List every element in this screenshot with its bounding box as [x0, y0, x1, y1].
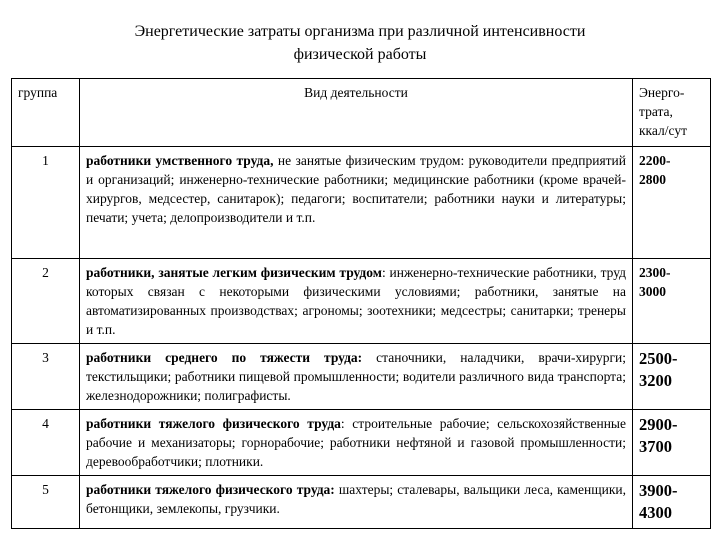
row-energy-max: 2800 — [639, 172, 666, 187]
title-line-2: физической работы — [293, 46, 427, 63]
header-energy-line-1: Энерго- — [639, 85, 685, 100]
page-title — [0, 20, 720, 66]
header-energy-line-2: трата, — [639, 104, 673, 119]
energy-table — [11, 78, 711, 529]
row-energy-max: 3700 — [639, 437, 672, 456]
table-header-row — [12, 79, 711, 147]
row-description — [80, 476, 633, 529]
row-energy-min: 2500- — [639, 349, 678, 368]
row-energy — [633, 410, 711, 476]
table-row — [12, 147, 711, 259]
row-details: шахтеры; сталевары, вальщики леса, каменщики, бетонщики, землекопы, грузчики. — [86, 482, 626, 516]
table-row — [12, 344, 711, 410]
row-details: : инженерно-технические работники, труд которых связан с некоторыми физическими условиями; работники, занятые на автоматизированных производствах; агрономы; зоотехники; медсестры; санитарки; тренеры и т.п. — [86, 265, 627, 337]
header-group: группа — [12, 79, 80, 147]
header-activity: Вид деятельности — [80, 79, 633, 147]
row-energy-min: 2900- — [639, 415, 678, 434]
row-group-number: 1 — [12, 147, 80, 259]
row-details: станочники, наладчики, врачи-хирурги; текстильщики; работники пищевой промышленности; водители различного вида транспорта; железнодорожники; полиграфисты. — [86, 350, 626, 403]
row-description — [80, 410, 633, 476]
row-energy-max: 3200 — [639, 371, 672, 390]
row-category: работники тяжелого физического труда: — [86, 482, 335, 497]
row-category: работники среднего по тяжести труда: — [86, 350, 363, 365]
row-description — [80, 147, 633, 259]
row-energy-min: 2200- — [639, 153, 671, 168]
table-row — [12, 476, 711, 529]
row-description — [80, 344, 633, 410]
row-details: : строительные рабочие; сельскохозяйственные рабочие и механизаторы; горнорабочие; работники нефтяной и газовой промышленности; деревообработчики; плотники. — [86, 416, 626, 469]
row-group-number: 3 — [12, 344, 80, 410]
row-description — [80, 259, 633, 344]
row-category: работники умственного труда, — [86, 153, 274, 168]
row-energy — [633, 344, 711, 410]
title-line-1: Энергетические затраты организма при различной интенсивности — [134, 23, 586, 40]
row-energy-max: 3000 — [639, 284, 666, 299]
table-row — [12, 259, 711, 344]
row-category: работники тяжелого физического труда — [86, 416, 341, 431]
row-group-number: 2 — [12, 259, 80, 344]
row-group-number: 5 — [12, 476, 80, 529]
header-energy-line-3: ккал/сут — [639, 123, 687, 138]
row-energy — [633, 476, 711, 529]
row-energy — [633, 147, 711, 259]
row-group-number: 4 — [12, 410, 80, 476]
row-energy-min: 2300- — [639, 265, 671, 280]
header-energy — [633, 79, 711, 147]
table-row — [12, 410, 711, 476]
row-energy — [633, 259, 711, 344]
row-energy-min: 3900- — [639, 481, 678, 500]
row-details: не занятые физическим трудом: руководители предприятий и организаций; инженерно-технические работники; медицинские работники (кроме врачей-хирургов, медсестер, санитарок); педагоги; воспитатели; работники науки и литературы; печати; учета; делопроизводители и т.п. — [86, 153, 627, 225]
row-energy-max: 4300 — [639, 503, 672, 522]
row-category: работники, занятые легким физическим трудом — [86, 265, 382, 280]
